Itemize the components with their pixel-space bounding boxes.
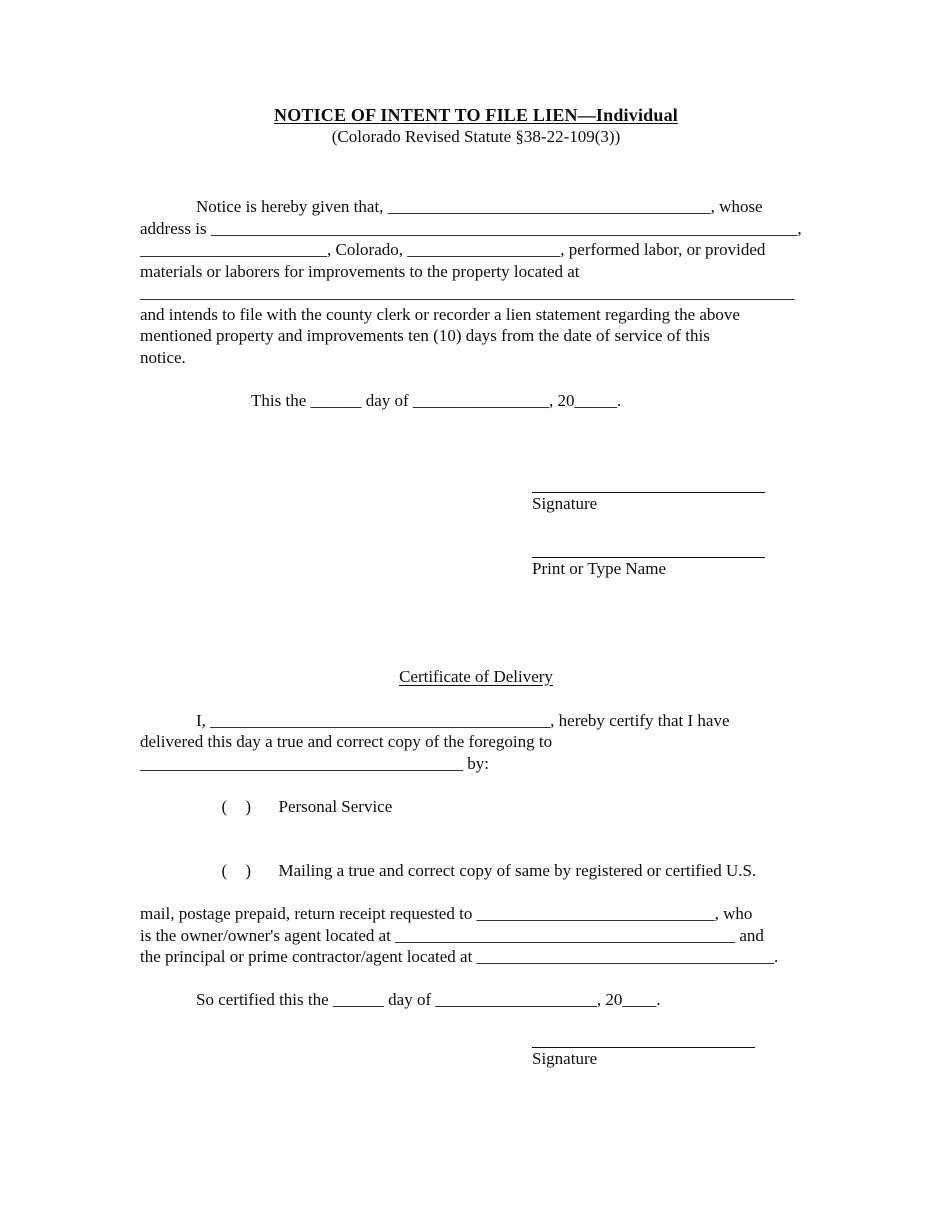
certificate-line: I, ________________________________________, hereby certify that I have: [196, 710, 730, 730]
certificate-line: ______________________________________ by:: [140, 753, 489, 773]
document-title: NOTICE OF INTENT TO FILE LIEN—Individual: [274, 105, 678, 125]
certificate-line: mail, postage prepaid, return receipt requested to ____________________________, who: [140, 904, 753, 923]
certificate-paragraph: [140, 710, 812, 968]
certificate-line: is the owner/owner's agent located at ________________________________________ and: [140, 925, 764, 945]
checkbox-mark: ( ): [221, 861, 259, 880]
notice-line: materials or laborers for improvements to the property located at: [140, 261, 580, 281]
signature-label: Signature: [532, 1049, 598, 1068]
property-address-blank-line: _____________________________________________________________________________: [140, 283, 795, 302]
date-line: This the ______ day of ________________, 20_____.: [251, 391, 622, 410]
delivery-option-label: Mailing a true and correct copy of same by registered or certified U.S.: [278, 861, 757, 880]
certificate-line: delivered this day a true and correct copy of the foregoing to: [140, 732, 553, 751]
delivery-option-mailing: [140, 839, 812, 904]
document-subtitle: (Colorado Revised Statute §38-22-109(3)): [331, 127, 621, 146]
notice-line: and intends to file with the county clerk or recorder a lien statement regarding the above: [140, 304, 740, 324]
notice-line: ______________________, Colorado, __________________, performed labor, or provided: [140, 240, 766, 259]
certificate-heading: Certificate of Delivery: [399, 666, 553, 686]
signature-block: [532, 492, 812, 580]
notice-paragraph: [140, 196, 812, 368]
checkbox-mark: ( ): [221, 796, 259, 816]
signature-label: Signature: [532, 493, 598, 513]
certificate-line: the principal or prime contractor/agent located at ___________________________________.: [140, 947, 779, 966]
notice-line: Notice is hereby given that, ______________________________________, whose: [196, 197, 763, 216]
certified-date-line: So certified this the ______ day of ___________________, 20____.: [196, 989, 661, 1009]
certificate-signature-block: [532, 1047, 812, 1070]
print-name-label: Print or Type Name: [532, 558, 666, 578]
notice-line: mentioned property and improvements ten (10) days from the date of service of this: [140, 326, 710, 345]
delivery-option-personal-service: [140, 774, 812, 839]
delivery-option-label: Personal Service: [278, 796, 393, 816]
notice-line: notice.: [140, 347, 186, 367]
notice-line: address is _____________________________________________________________________,: [140, 218, 802, 238]
